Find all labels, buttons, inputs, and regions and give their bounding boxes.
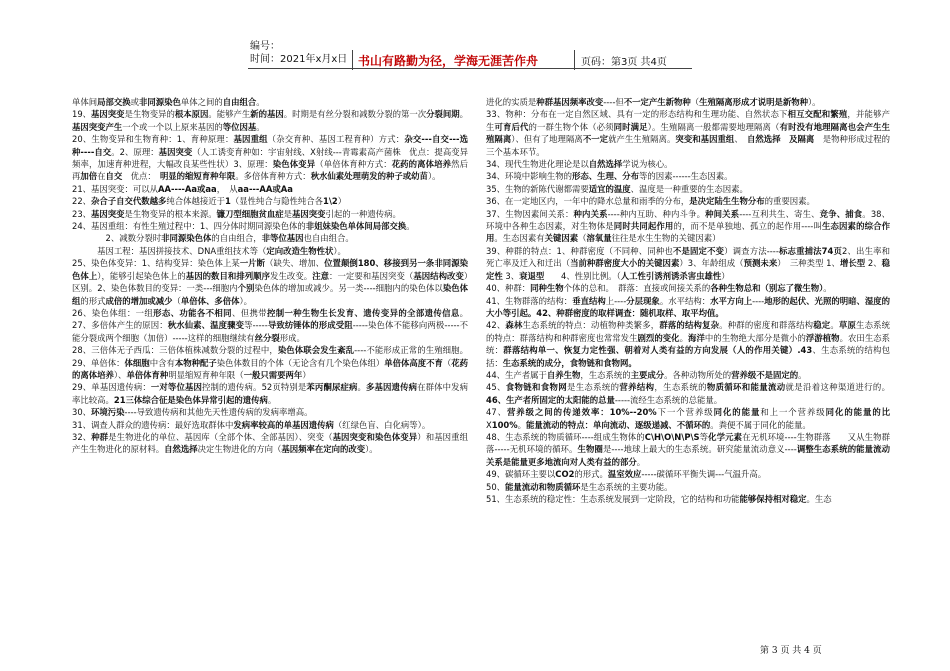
paragraph: 42、森林生态系统的特点：动植物种类繁多，群落的结构复杂。种群的密度和群落结构稳定。草原生态系统的特点：群落结构和种群密度也常常发生剧烈的变化。海洋中的生物绝大部分是微小的浮游植物。农田生态系统：群落结构单一、恢复力定性强、朝着对人类有益的方向发展（人的作用关键）.43、生态系统的结构包括：生态系统的成分，食物链和食物网。 [486, 320, 891, 368]
right-column [486, 96, 890, 505]
header-left [250, 40, 347, 66]
paragraph: 22、杂合子自交代数越多纯合体越接近于1（显性纯合与隐性纯合各1\2） [72, 196, 347, 207]
paragraph: 2、减数分裂时非同源染色体的自由组合，非等位基因也自由组合。 [72, 233, 354, 244]
header-motto: 书山有路勤为径，学海无涯苦作舟 [358, 54, 539, 68]
paragraph: 48、生态系统的物质循环----组成生物体的C\H\O\N\P\S等化学元素在无机环境----生物群落 又从生物群落-----无机环境的循环。生物圈是----地球上最大的生态系统。研究能量流动意义----调整生态系统的能量流动关系是能量更多地流向对人类有益的部分。 [486, 431, 891, 467]
paragraph: 44、生产者属于自养生物，生态系统的主要成分。各种动物所处的营养级不是固定的。 [486, 369, 807, 380]
paragraph: 进化的实质是种群基因频率改变----但不一定产生新物种（生殖隔离形成才说明是新物种）。 [486, 97, 821, 107]
paragraph: 35、生物的新陈代谢都需要适宜的温度、温度是一种重要的生态因素。 [486, 183, 748, 194]
paragraph: 37、生物因素间关系：种内关系----种内互助、种内斗争。种间关系----互利共生、寄生、竞争、捕食。38、环境中各种生态因素，对生物体是同时共同起作用的，而不是单独地、孤立的起作用----叫生态因素的综合作用。生态因素有关键因素（溶氧量往往是水生生物的关键因素） [486, 208, 891, 244]
paragraph: 33、物种：分布在一定自然区域、具有一定的形态结构和生理功能、自然状态下相互交配和繁殖，并能够产生可育后代的一群生物个体（必须同时满足）。生殖隔离一般都需要地理隔离（有时没有地理隔离也会产生生殖隔离）、但有了地理隔离不一定就产生生殖隔离。突变和基因重组、 自然选择 及隔离 是物种形成过程的三个基本环节。 [486, 109, 891, 157]
paragraph: 50、能量流动和物质循环是生态系统的主要功能。 [486, 481, 673, 492]
doc-number: 编号： [250, 41, 280, 52]
header-page-info: 页码：第3页 共4页 [581, 57, 667, 68]
paragraph: 25、染色体变异：1、结构变异：染色体上某一片断（缺失、增加、位置颠倒180、移接到另一条非同源染色体上），能够引起染色体上的基因的数目和排列顺序发生改变。注意：一定要和基因突变（基因结构改变）区别。2、染色体数目的变异：一类---细胞内个别染色体的增加或减少。另一类----细胞内的染色体以染色体组的形式成倍的增加或减少（单倍体、多倍体）。 [72, 258, 469, 306]
paragraph: 47、营养级之间的传递效率：10%--20%下一个营养级同化的能量和上一个营养级同化的能量的比X100%。能量流动的特点：单向流动、逐级递减、不循环的。粪便不属于同化的能量。 [486, 407, 891, 430]
paragraph: 基因工程：基因拼接技术、DNA重组技术等（定向改造生物性状）。 [72, 245, 346, 256]
paragraph: 41、生物群落的结构：垂直结构上----分层现象。水平结构：水平方向上----地形的起伏、光照的明暗、湿度的大小等引起。42、种群密度的取样调查：随机取样、取平均值。 [486, 295, 891, 318]
paragraph: 24、基因重组：有性生殖过程中：1、四分体时期同源染色体的非姐妹染色单体间局部交换。 [72, 221, 415, 232]
left-column [72, 96, 468, 456]
header-rule [248, 68, 692, 69]
paragraph: 30、环境污染----导致遗传病和其他先天性遗传病的发病率增高。 [72, 407, 313, 418]
paragraph: 45、食物链和食物网是生态系统的营养结构，生态系统的物质循环和能量流动就是沿着这种渠道进行的。46、生产者所固定的太阳能的总量-----流经生态系统的总能量。 [486, 382, 891, 405]
paragraph: 31、调查人群众的遗传病：最好选取群体中发病率较高的单基因遗传病（红绿色盲、白化病等）。 [72, 419, 431, 430]
paragraph: 40、种群：同种生物个体的总和。 群落：直接或间接关系的各种生物总和（别忘了微生物）。 [486, 283, 832, 294]
paragraph: 21、基因突变：可以从AA----Aa或aa， 从aa---AA或Aa [72, 183, 293, 194]
paragraph: 26、染色体组：一组形态、功能各不相同、但携带控制一种生物生长发育、遗传变异的全部遗传信息。27、多倍体产生的原因：秋水仙素、温度骤变等-----导致纺锤体的形成受阻-----染色体不能移向两极-----不能分裂成两个细胞（加倍）-----这样的细胞继续有丝分裂形成。 [72, 307, 469, 343]
doc-time: 时间：2021年x月x日 [250, 54, 348, 65]
header-divider-1 [352, 50, 353, 70]
paragraph: 51、生态系统的稳定性：生态系统发展到一定阶段，它的结构和功能能够保持相对稳定。生态 [486, 494, 832, 504]
paragraph: 19、基因突变是生物变异的根本原因。能够产生新的基因。时期是有丝分裂和减数分裂的第一次分裂间期。基因突变产生一个或一个以上原来基因的等位因基。 [72, 109, 469, 132]
paragraph: 20、生物变异和生物育种：1、育种原理：基因重组（杂交育种、基因工程育种）方式：杂交---自交---选种----自交。2、原理：基因突变（人工诱变育种如：宇宙射线、X射线---青霉素高产菌株 优点：提高变异频率，加速育种进程，大幅改良某些性状）3、原理：染色体变异（单倍体育种方式：花药的离体培养然后再加倍在自交 优点： 明显的缩短育种年限。多倍体育种方式：秋水仙素处理萌发的种子或幼苗）。 [72, 134, 469, 182]
paragraph: 49、碳循环主要以CO2的形式。温室效应-----碳循环平衡失调---气温升高。 [486, 469, 767, 480]
paragraph: 34、环境中影响生物的形态、生理、分布等的因素------生态因素。 [486, 171, 733, 182]
paragraph: 单体间局部交换或非同源染色单体之间的自由组合。 [72, 97, 265, 107]
header-divider-2 [574, 50, 575, 70]
paragraph: 28、三倍体无子西瓜：三倍体植株减数分裂的过程中，染色体联会发生紊乱----不能形成正常的生殖细胞。29、单倍体：体细胞中含有本物种配子染色体数目的个体（无论含有几个染色体组）单倍体高度不育（花药的离体培养）、单倍体育种明显缩短育种年限（一般只需要两年） [72, 345, 469, 380]
paragraph: 36、在一定地区内，一年中的降水总量和雨季的分布，是决定陆生生物分布的重要因素。 [486, 196, 815, 207]
paragraph: 29、单基因遗传病：一对等位基因控制的遗传病。52页特别是苯丙酮尿症病。多基因遗传病在群体中发病率比较高。21三体综合征是染色体异常引起的遗传病。 [72, 382, 469, 405]
paragraph: 32、种群是生物进化的单位、基因库（全部个体、全部基因）、突变（基因突变和染色体变异）和基因重组产生生物进化的原材料。自然选择决定生物进化的方向（基因频率在定向的改变）。 [72, 431, 468, 455]
paragraph: 34、现代生物进化理论是以自然选择学说为核心。 [486, 159, 673, 170]
paragraph: 39、种群的特点：1、种群密度（不同种、同种也不是固定不变）调查方法----标志重捕法74页2、出生率和死亡率及迁入和迁出（当前种群密度大小的关键因素）3、年龄组成（预测未来） 三种类型 1、增长型 2、稳定性 3、衰退型 4、性别比例。（人工性引诱剂诱杀害虫雄性） [486, 245, 891, 281]
page-footer: 第 3 页 共 4 页 [760, 646, 822, 656]
paragraph: 23、基因突变是生物变异的根本来源。镰刀型细胞贫血症是基因突变引起的一种遗传病。 [72, 208, 401, 219]
